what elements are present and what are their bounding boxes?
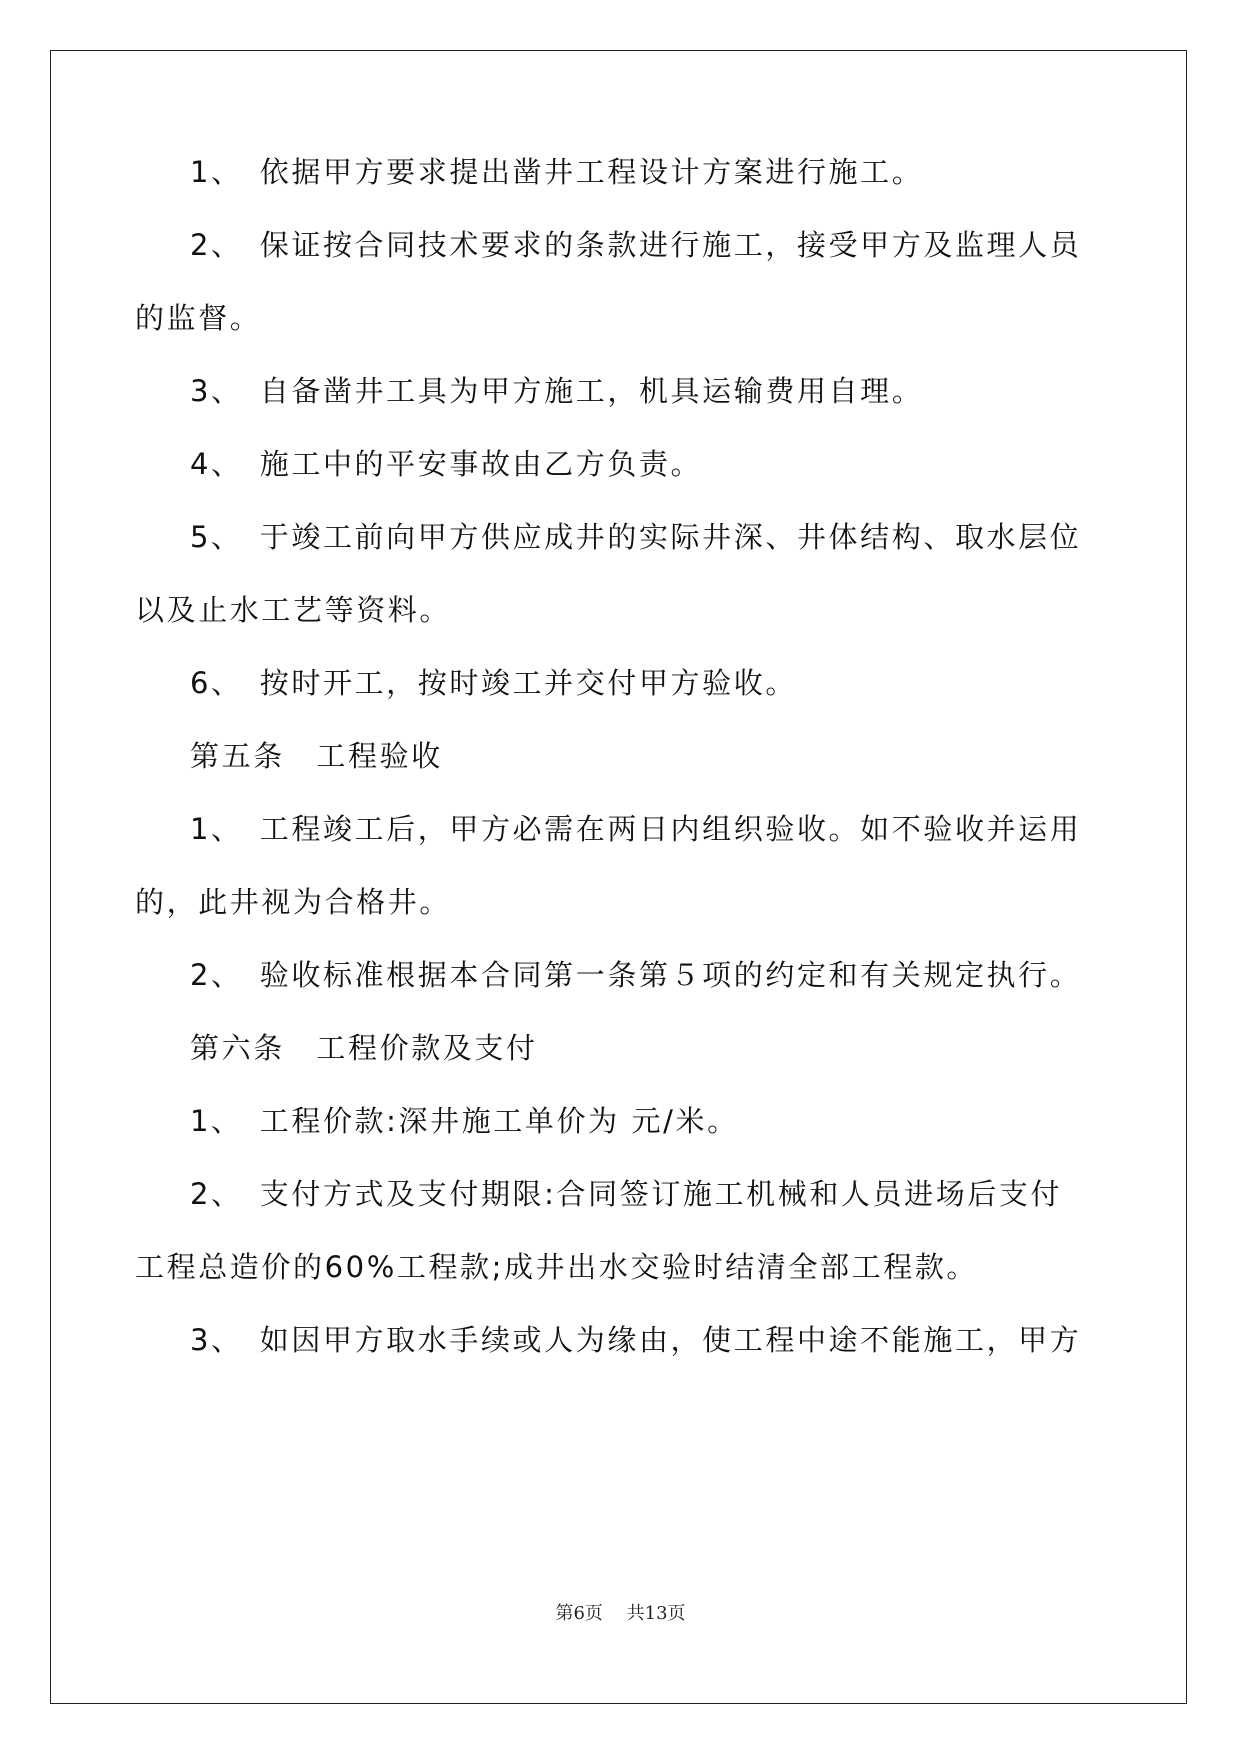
text-line: 2、 支付方式及支付期限:合同签订施工机械和人员进场后支付: [190, 1177, 1063, 1211]
text-line: 6、 按时开工，按时竣工并交付甲方验收。: [190, 666, 797, 700]
text-line: 1、 依据甲方要求提出凿井工程设计方案进行施工。: [190, 155, 924, 189]
text-line: 的，此井视为合格井。: [135, 885, 452, 919]
text-line: 2、 保证按合同技术要求的条款进行施工，接受甲方及监理人员: [190, 228, 1082, 262]
text-line: 1、 工程价款:深井施工单价为 元/米。: [190, 1104, 739, 1138]
text-line: 以及止水工艺等资料。: [135, 593, 452, 627]
text-line: 2、 验收标准根据本合同第一条第５项的约定和有关规定执行。: [190, 958, 1082, 992]
text-line: 5、 于竣工前向甲方供应成井的实际井深、井体结构、取水层位: [190, 520, 1082, 554]
text-line: 3、 自备凿井工具为甲方施工，机具运输费用自理。: [190, 374, 924, 408]
section-heading: 第六条 工程价款及支付: [190, 1031, 538, 1065]
text-line: 1、 工程竣工后，甲方必需在两日内组织验收。如不验收并运用: [190, 812, 1082, 846]
text-line: 的监督。: [135, 301, 262, 335]
page-footer: 第6页 共13页: [555, 1603, 686, 1624]
text-line: 4、 施工中的平安事故由乙方负责。: [190, 447, 703, 481]
section-heading: 第五条 工程验收: [190, 739, 443, 773]
text-line: 工程总造价的60%工程款;成井出水交验时结清全部工程款。: [135, 1250, 979, 1284]
text-line: 3、 如因甲方取水手续或人为缘由，使工程中途不能施工，甲方: [190, 1323, 1082, 1357]
